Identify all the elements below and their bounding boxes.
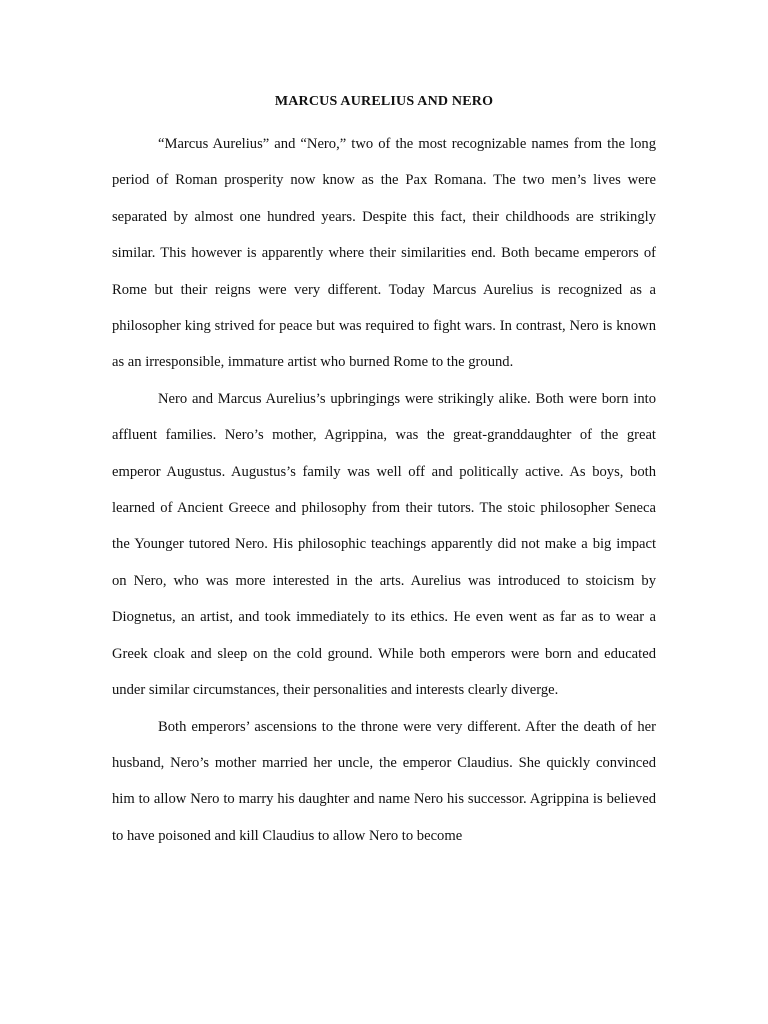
document-title: MARCUS AURELIUS AND NERO bbox=[274, 94, 494, 109]
paragraph-1: “Marcus Aurelius” and “Nero,” two of the most recognizable names from the long period of Roman prosperity now know as the Pax Romana. The two men’s lives were separated by almost one hundred years. Despite this fact, their childhoods are strikingly similar. This however is apparently where their similarities end. Both became emperors of Rome but their reigns were very different. Today Marcus Aurelius is recognized as a philosopher king strived for peace but was required to fight wars. In contrast, Nero is known as an irresponsible, immature artist who burned Rome to the ground. bbox=[112, 136, 656, 371]
paragraph-3: Both emperors’ ascensions to the throne were very different. After the death of her husband, Nero’s mother married her uncle, the emperor Claudius. She quickly convinced him to allow Nero to marry his daughter and name Nero his successor. Agrippina is believed to have poisoned and kill Claudius to allow Nero to become bbox=[112, 718, 656, 844]
paragraph-2: Nero and Marcus Aurelius’s upbringings were strikingly alike. Both were born into affluent families. Nero’s mother, Agrippina, was the great-granddaughter of the great emperor Augustus. Augustus’s family was well off and politically active. As boys, both learned of Ancient Greece and philosophy from their tutors. The stoic philosopher Seneca the Younger tutored Nero. His philosophic teachings apparently did not make a big impact on Nero, who was more interested in the arts. Aurelius was introduced to stoicism by Diognetus, an artist, and took immediately to its ethics. He even went as far as to wear a Greek cloak and sleep on the cold ground. While both emperors were born and educated under similar circumstances, their personalities and interests clearly diverge. bbox=[112, 390, 656, 699]
document-body bbox=[112, 126, 656, 854]
